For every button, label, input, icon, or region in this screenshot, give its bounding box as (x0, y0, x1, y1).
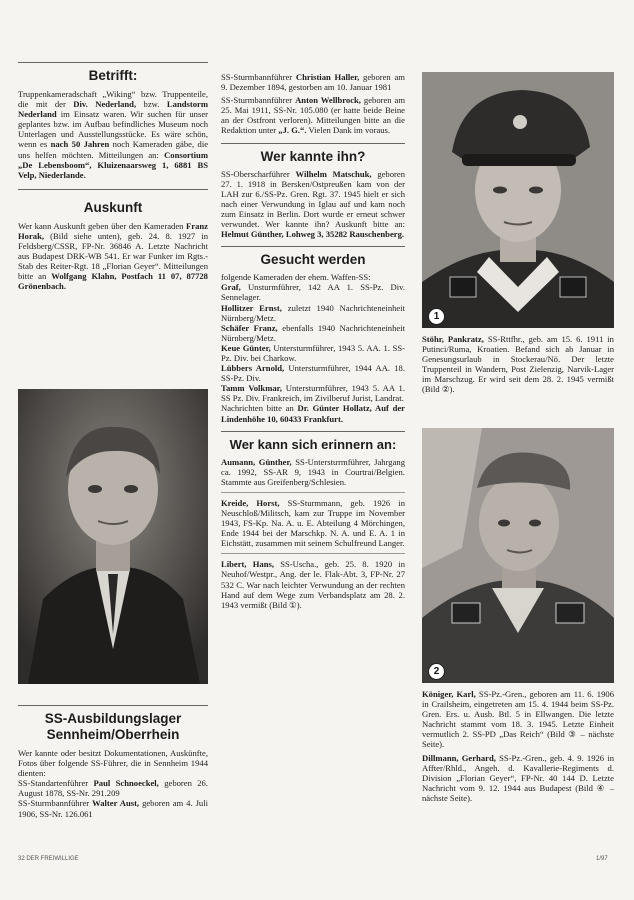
column-left (18, 0, 208, 292)
portrait-photo-stoehr (422, 72, 614, 328)
column-right-lower (422, 689, 614, 803)
divider (18, 62, 208, 63)
werkannte-title: Wer kannte ihn? (260, 148, 366, 164)
photo-number-badge: 2 (428, 663, 445, 680)
divider (221, 553, 405, 554)
column-middle (221, 72, 405, 610)
ausbildung-text: Wer kannte oder besitzt Dokumentationen, Auskünfte, Fotos über folgende SS-Führer, die in Sennheim 1944 dienten: (18, 748, 208, 779)
dillmann-caption: Dillmann, Gerhard, SS-Pz.-Gren., geb. 4. 9. 1926 in Affter/Rhld., Angeh. d. Kavallerie-Regiments d. Division „Florian Geyer“, FP-Nr. 40 144 D. Letzte Nachricht vom 9. 12. 1944 aus Budapest (Bild ④ – nächste Seite). (422, 752, 615, 803)
portrait-photo-koeniger (422, 428, 614, 683)
footer-left: 32 DER FREIWILLIGE (18, 856, 79, 862)
werkannte-text: SS-Oberscharführer Wilhelm Matschuk, geboren 27. 1. 1918 in Bersken/Ostpreußen kam von der LAH zur 6./SS-Pz. Gren. Rgt. 37. 1945 hielt er sich nach einer Verwundung in Iglau auf und kam noch zum Einsatz in Berlin. Dort wurde er erneut schwer verwundet. Wer kannte ihn? Auskunft bitte an: Helmut Günther, Lohweg 3, 35282 Rauschenberg. (221, 168, 405, 240)
wellbrock-entry: SS-Sturmbannführer Anton Wellbrock, geboren am 25. Mai 1911, SS-Nr. 105.080 (er hatte beide Beine an der Ostfront verloren). Mitteilungen bitte an die Redaktion unter „J. G.“. Vielen Dank im voraus. (221, 95, 406, 136)
divider (18, 189, 208, 190)
portrait-photo-franz-horak (18, 389, 208, 684)
auskunft-text: Wer kann Auskunft geben über den Kameraden Franz Horak, (Bild siehe unten), geb. 24. 8. 1927 in Feldsberg/CSSR, FP-Nr. 36846 A. Letzte Nachricht aus Budapest DRK-WB 541. Er war Funker im Rgts.-Stab des Reiter-Rgt. 18 „Florian Geyer“. Mitteilungen bitte an Wolfgang Klahn, Postfach 11 07, 87728 Grönenbach. (18, 220, 208, 292)
gesucht-entry: Schäfer Franz, ebenfalls 1940 Nachrichteneinheit Nürnberg/Metz. (221, 322, 405, 343)
erinnern-entry: Aumann, Günther, SS-Unterstuтmführer, Jahrgang ca. 1992, SS-AR 9, 1943 in Courtrai/Belgien. Stammte aus Greifenberg/Schlesien. (221, 456, 405, 487)
betrifft-title: Betrifft: (88, 68, 138, 83)
stoehr-caption-block (422, 334, 614, 395)
erinnern-title: Wer kann sich erinnern an: (229, 436, 397, 452)
ausbildung-title: SS-Ausbildungslager Sennheim/Oberrhein (44, 711, 182, 742)
schnoeckel-entry: SS-Standartenführer Paul Schnoeckel, geboren 26. August 1878, SS-Nr. 291.209 (18, 778, 209, 799)
stoehr-caption: Stöhr, Pankratz, SS-Rttfhr., geb. am 15. 6. 1911 in Putinci/Ruma, Kroatien. Befand sich ab Januar in Genesungsurlaub in Stockerau/Nö. Der letzte Truppenteil in Wandern, Post Zielenzig, Narvik-Lager im Marschzug. Er wird seit dem 28. 2. 1945 vermißt (Bild ②). (422, 334, 614, 395)
divider (221, 492, 405, 493)
divider (221, 431, 405, 432)
koeniger-caption: Königer, Karl, SS-Pz.-Gren., geboren am 11. 6. 1906 in Crailsheim, eingetreten am 15. 4. 1944 beim SS-Pz. Gren. Ers. u. Ausb. Btl. 5 in Ellwangen. Die letzte Nachricht stammt vom 18. 3. 1945. Letzte Einheit vermutlich 2. SS-PD „Das Reich“ (Bild ③ – nächste Seite). (422, 689, 614, 750)
divider (18, 705, 208, 706)
gesucht-entry: Lübbers Arnold, Untersturmführer, 1944 AA. 18. SS-Pz. Div. (221, 363, 406, 384)
gesucht-intro: folgende Kameraden der ehem. Waffen-SS: (221, 272, 371, 283)
gesucht-entry: Keue Günter, Untersturmführer, 1943 5. AA. 1. SS-Pz. Div. bei Charkow. (221, 342, 405, 363)
column-left-lower (18, 705, 208, 819)
erinnern-entry: Kreide, Horst, SS-Sturmmann, geb. 1926 in Neuschloß/Militsch, kam zur Truppe im November 1943, FS-Kp. Na. A. u. E. Abteilung 4 Mörchingen, Ende 1944 bei der Marschkp. N. A. und E. A. 1 in Eichstätt, zusammen mit seinem Schulfreund Langer. (221, 497, 405, 549)
gesucht-contact: Nachrichten bitte an Dr. Günter Hollatz, Auf der Lindenhöhe 10, 60433 Frankfurt. (221, 403, 405, 424)
gesucht-entry: Tamm Volkmar, Untersturmführer, 1943 5. AA 1. SS Pz. Div. Frankreich, im Zivilberuf Jurist, Landrat. (221, 383, 405, 404)
betrifft-text: Truppenkameradschaft „Wiking“ bzw. Truppenteile, die mit der Div. Nederland, bzw. Landstorm Nederland im Einsatz waren. Wir suchen für unser geplantes bzw. im Aufbau befindliches Museum noch Unterlagen und Ausstellungsstücke. Es wäre schön, wenn es nach 50 Jahren noch Kameraden gäbe, die uns helfen möchten. Mitteilungen an: Consortium „De Lebensboom“, Kluizenaarsweg 1, 6881 BS Velp, Niederlande. (18, 89, 209, 180)
auskunft-title: Auskunft (83, 199, 143, 215)
gesucht-entry: Graf, Unsturmführer, 142 AA 1. SS-Pz. Div. Sennelager. (221, 282, 406, 303)
erinnern-entry: Libert, Hans, SS-Uscha., geb. 25. 8. 1920 in Neuhof/Westpr., Ang. der le. Flak-Abt. 3, FP-Nr. 27 532 C. War nach leichter Verwundung an der rechten Hand auf dem Wege zum Verbandsplatz am 28. 2. 1943 vermißt (Bild ①). (221, 559, 405, 610)
haller-entry: SS-Sturmbannführer Christian Haller, geboren am 9. Dezember 1894, gestorben am 10. Januar 1981 (221, 72, 405, 93)
gesucht-entry: Hollitzer Ernst, zuletzt 1940 Nachrichteneinheit Nürnberg/Metz. (221, 302, 406, 323)
divider (221, 246, 405, 247)
photo-number-badge: 1 (428, 308, 445, 325)
aust-entry: SS-Sturmbannführer Walter Aust, geboren am 4. Juli 1906, SS-Nr. 126.061 (18, 798, 208, 819)
gesucht-title: Gesucht werden (260, 252, 366, 268)
footer-right: 1/97 (596, 856, 608, 862)
divider (221, 143, 405, 144)
